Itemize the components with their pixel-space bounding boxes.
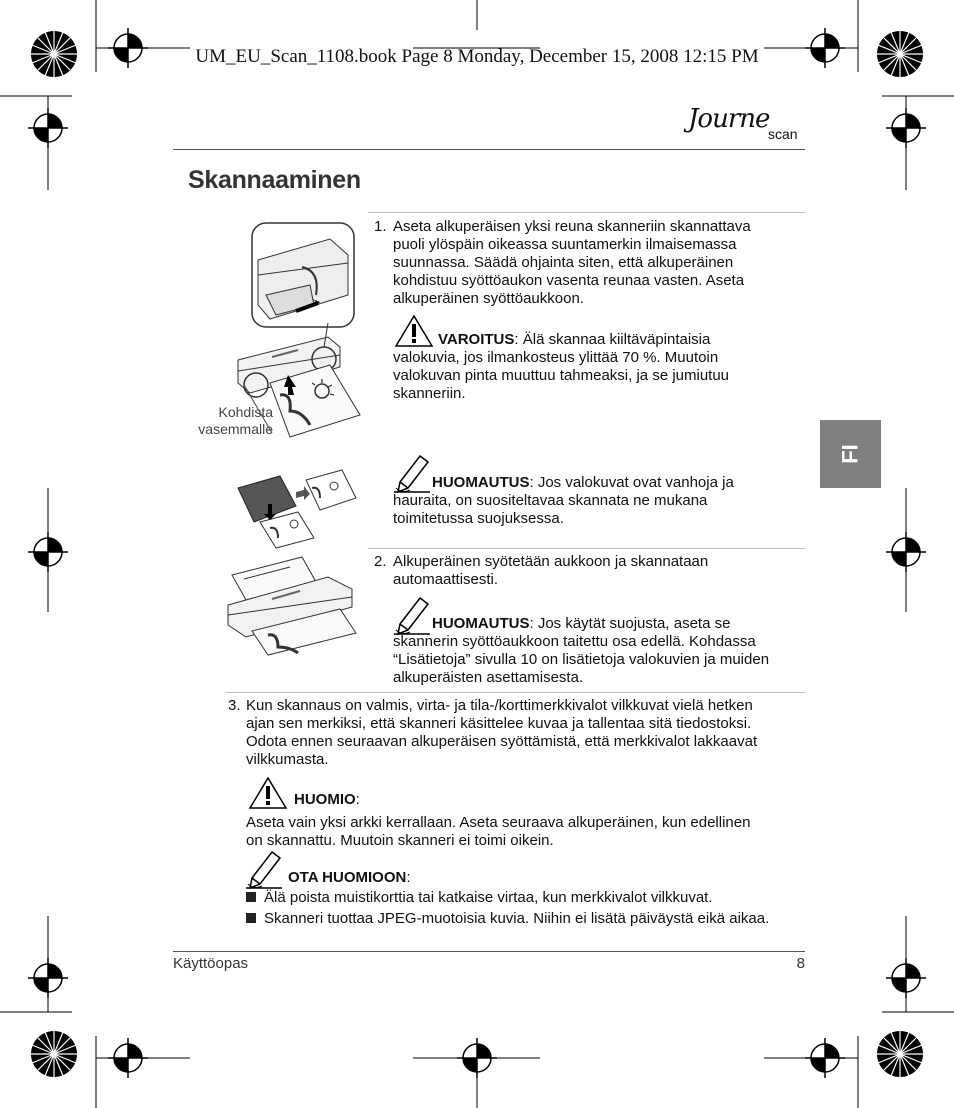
text-line: skannerin syöttöaukkoon taitettu osa edellä. Kohdassa xyxy=(393,633,756,650)
text-line: Odota ennen seuraavan alkuperäisen syöttämistä, että merkkivalot lakkaavat xyxy=(246,733,758,750)
logo-word: scan xyxy=(768,126,798,142)
header-rule xyxy=(173,149,805,150)
step-number: 3. xyxy=(228,697,241,714)
align-caption-line: Kohdista xyxy=(218,404,273,420)
list-item-text: Älä poista muistikorttia tai katkaise virtaa, kun merkkivalot vilkkuvat. xyxy=(264,889,713,906)
caution-label: HUOMIO xyxy=(294,791,356,808)
text-line: on skannattu. Muutoin skanneri ei toimi oikein. xyxy=(246,832,554,849)
text-line: “Lisätietoja” sivulla 10 on lisätietoja valokuvien ja muiden xyxy=(393,651,770,668)
text-line: hauraita, on suositeltavaa skannata ne mukana xyxy=(393,492,708,509)
warning-1-first-line xyxy=(438,331,803,349)
align-caption xyxy=(180,404,273,438)
bullet-square-icon xyxy=(246,892,256,902)
page-number: 8 xyxy=(796,955,805,972)
warning-label: VAROITUS xyxy=(438,331,515,348)
photo-sleeve-illustration xyxy=(238,468,363,548)
text-line: : Jos käytät suojusta, aseta se xyxy=(529,615,731,632)
registration-target-icon xyxy=(28,108,68,148)
align-caption-line: vasemmalle xyxy=(198,421,273,437)
text-line: Aseta vain yksi arkki kerrallaan. Aseta seuraava alkuperäinen, kun edellinen xyxy=(246,814,751,831)
text-line: : Älä skannaa kiiltäväpintaisia xyxy=(514,331,711,348)
list-item xyxy=(246,910,806,928)
language-tab xyxy=(820,420,881,488)
logo-script: Journe xyxy=(688,104,770,134)
text-line: alkuperäisten asettamisesta. xyxy=(393,669,584,686)
note-1 xyxy=(393,474,803,528)
note-label: HUOMAUTUS xyxy=(432,474,530,491)
text-line: : Jos valokuvat ovat vanhoja ja xyxy=(529,474,734,491)
footer-rule xyxy=(173,951,805,952)
text-line: kohdistuu syöttöaukon vasenta reunaa vasten. Aseta xyxy=(393,272,745,289)
registration-target-icon xyxy=(886,532,926,572)
step-1-text xyxy=(393,218,804,308)
step-number: 1. xyxy=(374,218,387,235)
text-line: Alkuperäinen syötetään aukkoon ja skannataan xyxy=(393,553,709,570)
text-line: vilkkumasta. xyxy=(246,751,329,768)
notice-bullets xyxy=(246,889,806,928)
footer-left: Käyttöopas xyxy=(173,955,249,972)
caution-heading xyxy=(294,791,360,809)
text-line: valokuvia, jos ilmankosteus ylittää 70 %. Muutoin xyxy=(393,349,719,366)
notice-label: OTA HUOMIOON xyxy=(288,869,407,886)
text-line: Kun skannaus on valmis, virta- ja tila-/korttimerkkivalot vilkkuvat vielä hetken xyxy=(246,697,753,714)
list-item xyxy=(246,889,806,907)
warning-icon xyxy=(248,776,288,810)
note-1-first-line xyxy=(432,474,803,492)
registration-target-icon xyxy=(28,958,68,998)
notice-heading xyxy=(288,869,411,887)
scanner-feeding-illustration xyxy=(228,555,363,655)
note-2 xyxy=(393,615,805,687)
registration-target-icon xyxy=(886,958,926,998)
star-target-icon xyxy=(876,1030,924,1078)
caution-text xyxy=(246,814,806,850)
text-line: ajan sen merkiksi, että skanneri käsittelee kuvaa ja tallentaa sitä tiedostoksi. xyxy=(246,715,752,732)
step-2-text xyxy=(393,553,804,589)
registration-target-icon xyxy=(886,108,926,148)
text-line: puoli ylöspäin oikeassa suuntamerkin ilmaisemassa xyxy=(393,236,737,253)
print-slug: UM_EU_Scan_1108.book Page 8 Monday, December 15, 2008 12:15 PM xyxy=(195,46,759,67)
step-3-text xyxy=(246,697,806,769)
star-target-icon xyxy=(30,1030,78,1078)
step-2 xyxy=(374,553,804,589)
language-tab-label: FI xyxy=(837,444,863,464)
text-line: Aseta alkuperäisen yksi reuna skanneriin skannattava xyxy=(393,218,751,235)
registration-target-icon xyxy=(28,532,68,572)
text-line: alkuperäinen syöttöaukkoon. xyxy=(393,290,584,307)
step-3 xyxy=(228,697,806,769)
step-1 xyxy=(374,218,804,308)
text-line: automaattisesti. xyxy=(393,571,499,588)
step-number: 2. xyxy=(374,553,387,570)
note-2-first-line xyxy=(432,615,805,633)
pencil-note-icon xyxy=(246,850,282,890)
notice-colon: : xyxy=(406,869,411,886)
page-title: Skannaaminen xyxy=(188,166,361,194)
text-line: suunnassa. Säädä ohjainta siten, että alkuperäinen xyxy=(393,254,734,271)
caution-colon: : xyxy=(355,791,360,808)
registration-target-icon xyxy=(108,1038,148,1078)
section-divider xyxy=(368,212,805,213)
warning-1 xyxy=(393,331,803,403)
section-divider xyxy=(368,548,805,549)
text-line: skanneriin. xyxy=(393,385,466,402)
note-label: HUOMAUTUS xyxy=(432,615,530,632)
registration-target-icon xyxy=(805,1038,845,1078)
text-line: toimitetussa suojuksessa. xyxy=(393,510,564,527)
bullet-square-icon xyxy=(246,913,256,923)
text-line: valokuvan pinta muuttuu tahmeaksi, ja se jumiutuu xyxy=(393,367,730,384)
list-item-text: Skanneri tuottaa JPEG-muotoisia kuvia. Niihin ei lisätä päiväystä eikä aikaa. xyxy=(264,910,770,927)
registration-target-icon xyxy=(457,1038,497,1078)
journe-scan-logo xyxy=(688,104,808,148)
section-divider xyxy=(226,692,805,693)
